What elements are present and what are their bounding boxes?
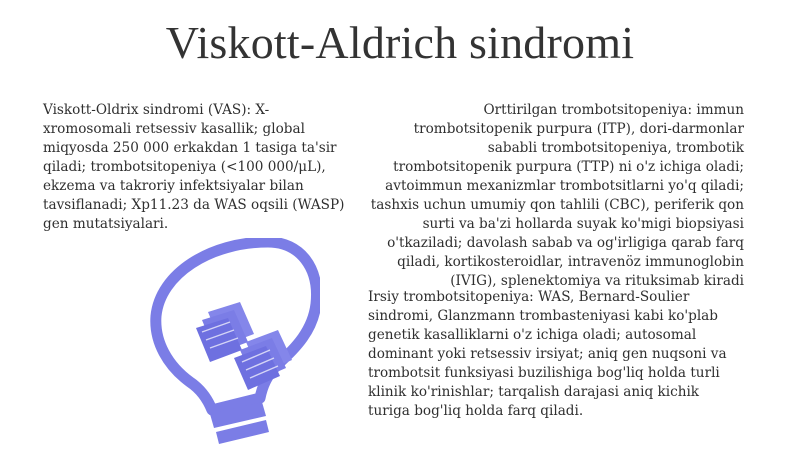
page-title: Viskott-Aldrich sindromi [165, 17, 635, 68]
right-paragraph-hereditary: Irsiy trombotsitopeniya: WAS, Bernard-Soulier sindromi, Glanzmann trombasteniyasi kabi ko'plab genetik kasalliklarni o'z ichiga oladi; autosomal dominant yoki retsessiv irsiyat; aniq gen nuqsoni va trombotsit funksiyasi buzilishiga bog'liq holda turli klinik ko'rinishlar; tarqalish darajasi aniq kichik turiga bog'liq holda farq qiladi. [368, 289, 727, 419]
right-paragraph-acquired: Orttirilgan trombotsitopeniya: immun trombotsitopenik purpura (ITP), dori-darmonlar sababli trombotsitopeniya, trombotik trombotsitopenik purpura (TTP) ni o'z ichiga oladi; avtoimmun mexanizmlar trombotsitlarni yo'q qiladi; tashxis uchun umumiy qon tahlili (CBC), periferik qon surti va ba'zi hollarda suyak ko'migi biopsiyasi o'tkaziladi; davolash sabab va og'irligiga qarab farq qiladi, kortikosteroidlar, intravenöz immunoglobin (IVIG), splenektomiya va rituksimab kiradi [370, 102, 744, 289]
lightbulb-book-icon [150, 238, 320, 449]
left-paragraph: Viskott-Oldrix sindromi (VAS): X-xromosomali retsessiv kasallik; global miqyosda 250 000 erkakdan 1 tasiga ta'sir qiladi; trombotsitopeniya (<100 000/μL), ekzema va takroriy infektsiyalar bilan tavsiflanadi; Xp11.23 da WAS oqsili (WASP) gen mutatsiyalari. [43, 102, 345, 232]
book-icon [196, 302, 292, 390]
